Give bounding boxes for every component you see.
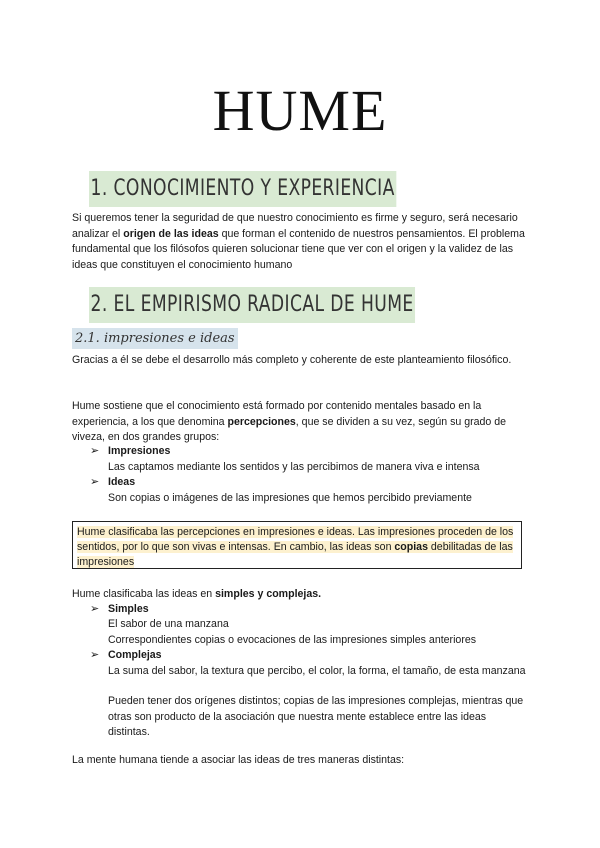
bold-term-percepciones: percepciones [227, 415, 296, 428]
arrow-bullet-icon: ➢ [90, 649, 100, 661]
text-fragment: Hume clasificaba las ideas en [72, 588, 216, 600]
bold-term-copias: copias [394, 541, 428, 553]
bullet-impresiones [90, 444, 170, 460]
text-fragment: debilitadas de las impresiones [77, 541, 513, 568]
bullet-text-complejas-1: La suma del sabor, la textura que percibo, el color, la forma, el tamaño, de esta manzana [108, 665, 526, 677]
arrow-bullet-icon: ➢ [90, 603, 100, 615]
page-title: HUME [212, 78, 388, 143]
paragraph-percepciones [72, 399, 534, 446]
arrow-bullet-icon: ➢ [90, 445, 100, 457]
bullet-label: Simples [108, 603, 149, 615]
subsection-heading: 2.1. impresiones e ideas [72, 328, 238, 349]
section-heading-2: 2. EL EMPIRISMO RADICAL DE HUME [89, 287, 415, 323]
paragraph-closing: La mente humana tiende a asociar las ideas de tres maneras distintas: [72, 754, 405, 766]
bullet-complejas [90, 648, 162, 664]
bold-term-simples-complejas: simples y complejas. [215, 588, 322, 600]
text-fragment: que forman el contenido de nuestros pensamientos. El problema fundamental que los filósofos quieren solucionar tiene que ver con el origen y la validez de las ideas que constituyen el conocimiento humano [72, 227, 525, 271]
bullet-text-complejas-2: Pueden tener dos orígenes distintos; copias de las impresiones complejas, mientras que otras son producto de la asociación que nuestra mente establece entre las ideas distintas. [108, 695, 524, 739]
bullet-simples [90, 602, 149, 618]
paragraph-clasificacion [72, 587, 534, 603]
bullet-text-simples-2: Correspondientes copias o evocaciones de las impresiones simples anteriores [108, 634, 477, 646]
bullet-ideas [90, 475, 135, 491]
paragraph-intro: Gracias a él se debe el desarrollo más completo y coherente de este planteamiento filosófico. [72, 354, 512, 366]
section-heading-1: 1. CONOCIMIENTO Y EXPERIENCIA [89, 171, 396, 207]
text-fragment: , que se dividen a su vez, según su grado de viveza, en dos grandes grupos: [72, 415, 507, 444]
text-fragment: Hume sostiene que el conocimiento está formado por contenido mentales basado en la experiencia, a los que denomina [72, 400, 482, 428]
bullet-label: Complejas [108, 649, 162, 661]
bullet-text-impresiones: Las captamos mediante los sentidos y las percibimos de manera viva e intensa [108, 461, 480, 473]
arrow-bullet-icon: ➢ [90, 476, 100, 488]
text-fragment: Si queremos tener la seguridad de que nuestro conocimiento es firme y seguro, será necesario analizar el [72, 212, 518, 240]
paragraph-origen-ideas [72, 211, 534, 273]
text-fragment: Hume clasificaba las percepciones en impresiones e ideas. Las impresiones proceden de los sentidos, por lo que son vivas e intensas. En cambio, las ideas son [77, 526, 514, 553]
bullet-text-ideas: Son copias o imágenes de las impresiones que hemos percibido previamente [108, 492, 472, 504]
bullet-label: Impresiones [108, 445, 171, 457]
summary-box [72, 521, 522, 569]
highlighted-text [77, 526, 513, 568]
bold-term-origen: origen de las ideas [123, 227, 219, 240]
bullet-label: Ideas [108, 476, 136, 488]
bullet-text-simples-1: El sabor de una manzana [108, 618, 229, 630]
summary-text [77, 525, 517, 570]
